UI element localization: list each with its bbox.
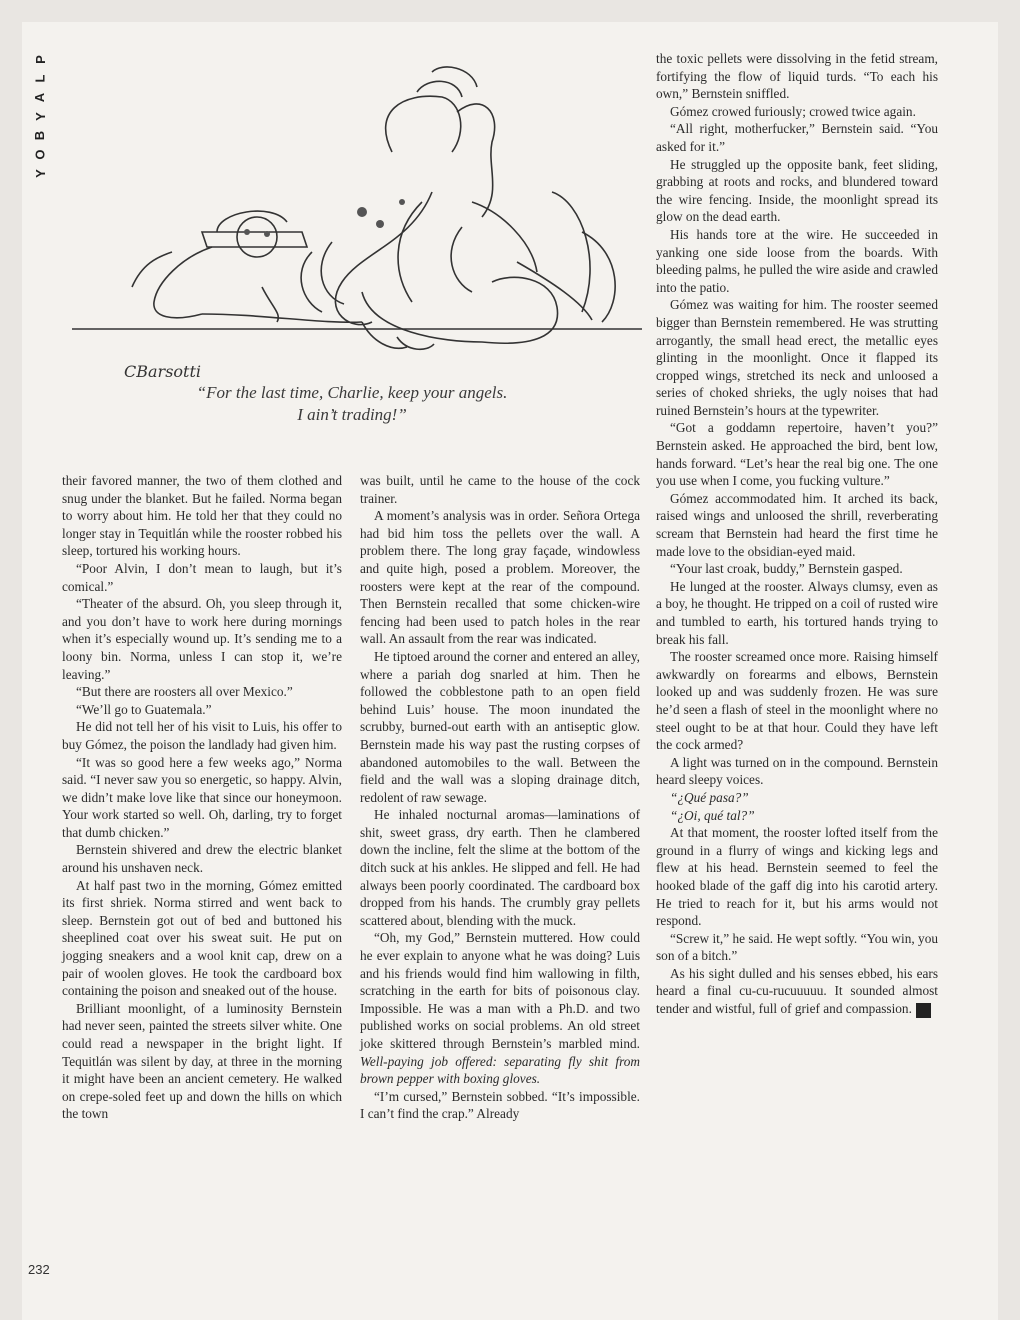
paragraph: their favored manner, the two of them clothed and snug under the blanket. But he failed. Norma began to worry about him. He told her that they could no longer stay in Tequitlán while the rooster robbed his sleep, tortured his working hours. xyxy=(62,473,342,559)
caption-line-2: I ain’t trading!” xyxy=(297,405,407,424)
caption-line-1: “For the last time, Charlie, keep your angels. xyxy=(196,383,508,402)
cartoonist-signature: CBarsotti xyxy=(124,362,202,381)
paragraph: Gómez crowed furiously; crowed twice again. xyxy=(670,103,916,119)
paragraph: “We’ll go to Guatemala.” xyxy=(76,701,212,717)
paragraph: Gómez accommodated him. It arched its back, raised wings and unloosed the shrill, reverberating scream that Bernstein had heard the first time he made love to the obsidian-eyed maid. xyxy=(656,490,938,559)
cartoon-caption xyxy=(122,382,582,426)
paragraph: “¿Oi, qué tal?” xyxy=(670,807,755,823)
paragraph: “Your last croak, buddy,” Bernstein gasped. xyxy=(670,561,903,577)
paragraph: “¿Qué pasa?” xyxy=(670,789,749,805)
paragraph: “But there are roosters all over Mexico.” xyxy=(76,684,293,700)
final-paragraph xyxy=(656,965,938,1018)
paragraph: Gómez was waiting for him. The rooster seemed bigger than Bernstein remembered. He was strutting arrogantly, the small head erect, the metallic eyes glinting in the moonlight. Once it flapped its cropped wings, stretched its neck and unloosed a series of choked shrieks, the ugly noises that had ruined Bernstein’s hours at the typewriter. xyxy=(656,297,938,418)
paragraph: Bernstein shivered and drew the electric blanket around his unshaven neck. xyxy=(62,842,342,876)
rabbit-end-mark-icon: ♦ xyxy=(916,1003,931,1018)
page-number: 232 xyxy=(28,1262,50,1277)
paragraph-text: As his sight dulled and his senses ebbed, his ears heard a final cu-cu-rucuuuuu. It sounded almost tender and wistful, full of grief and compassion. xyxy=(656,965,938,1017)
paragraph: the toxic pellets were dissolving in the fetid stream, fortifying the flow of liquid turds. “To each his own,” Bernstein sniffled. xyxy=(656,51,938,102)
paragraph: He lunged at the rooster. Always clumsy, even as a boy, he thought. He tripped on a coil of rusted wire and tumbled to earth, his tortured hands trying to break his fall. xyxy=(656,578,938,647)
paragraph-text: “Oh, my God,” Bernstein muttered. How could he ever explain to anyone what he was doing? Luis and his friends would find him wallowing in filth, scratching in the earth for bits of poisonous clay. Impossible. He was a man with a Ph.D. and two published works on social problems. An old street joke skittered through Bernstein’s marbled mind. xyxy=(360,930,640,1051)
masthead-letter: Y xyxy=(32,169,48,178)
paragraph: “I’m cursed,” Bernstein sobbed. “It’s impossible. I can’t find the crap.” Already xyxy=(360,1088,640,1122)
magazine-page xyxy=(22,22,998,1320)
paragraph: “All right, motherfucker,” Bernstein said. “You asked for it.” xyxy=(656,121,938,154)
paragraph: His hands tore at the wire. He succeeded in yanking one side loose from the boards. With bleeding palms, he pulled the wire aside and crawled into the patio. xyxy=(656,226,938,295)
italic-joke: Well-paying job offered: separating fly shit from brown pepper with boxing gloves. xyxy=(360,1053,640,1087)
paragraph: “Got a goddamn repertoire, haven’t you?” Bernstein asked. He approached the bird, bent low, hands forward. “Let’s hear the real big one. The one you use when I come, you fucking vulture.” xyxy=(656,420,938,489)
masthead-letter: O xyxy=(32,149,48,160)
masthead-letter: A xyxy=(32,92,48,103)
paragraph-with-joke xyxy=(360,929,640,1087)
paragraph: He tiptoed around the corner and entered an alley, where a pariah dog snarled at him. Then he followed the cobblestone path to an open field behind Luis’ house. The moon inundated the scrubby, burned-out earth with an antiseptic glow. Bernstein made his way past the rusting corpses of abandoned automobiles to the wall. Between the field and the wall was a sloping drainage ditch, redolent of raw sewage. xyxy=(360,648,640,805)
paragraph: was built, until he came to the house of the cock trainer. xyxy=(360,473,640,506)
paragraph: The rooster screamed once more. Raising himself awkwardly on forearms and elbows, Bernstein looked up and was suddenly frozen. He was sure he’d seen a flash of steel in the moonlight where no steel ought to be at that hour. Could they have left the cock armed? xyxy=(656,649,938,753)
paragraph: He struggled up the opposite bank, feet sliding, grabbing at roots and rocks, and blundered toward the wire fencing. Inside, the moonlight spread its glow on the dead earth. xyxy=(656,156,938,225)
masthead-letter: B xyxy=(32,130,48,141)
masthead-letter: P xyxy=(32,55,48,64)
masthead-letter: L xyxy=(32,74,48,83)
paragraph: At half past two in the morning, Gómez emitted its first shriek. Norma stirred and went back to sleep. Bernstein got out of bed and buttoned his sheeplined coat over his sweat suit. He put on jogging sneakers and a wool knit cap, drew on a pair of woolen gloves. He took the cardboard box containing the poison and sneaked out of the house. xyxy=(62,877,342,999)
text-column-1 xyxy=(62,472,342,1123)
paragraph: He did not tell her of his visit to Luis, his offer to buy Gómez, the poison the landlady had given him. xyxy=(62,719,342,752)
masthead-letter: Y xyxy=(32,112,48,121)
paragraph: “Screw it,” he said. He wept softly. “You win, you son of a bitch.” xyxy=(656,930,938,964)
paragraph: Brilliant moonlight, of a luminosity Bernstein had never seen, painted the streets silver white. One could read a newspaper in the bright light. If Tequitlán was silent by day, at three in the morning it might have been an ancient cemetery. He walked on crepe-soled feet up and down the hills on which the town xyxy=(62,1000,342,1122)
cartoon-illustration xyxy=(62,52,662,392)
paragraph: “Poor Alvin, I don’t mean to laugh, but it’s comical.” xyxy=(62,560,342,594)
paragraph: A light was turned on in the compound. Bernstein heard sleepy voices. xyxy=(656,754,938,788)
text-column-3 xyxy=(656,50,938,1018)
paragraph: “It was so good here a few weeks ago,” Norma said. “I never saw you so energetic, so happy. Alvin, we didn’t make love like that since our honeymoon. Your work started so well. Oh, darling, try to forget that dumb chicken.” xyxy=(62,754,342,840)
paragraph: He inhaled nocturnal aromas—laminations of shit, sweet grass, dry earth. Then he clambered down the incline, felt the slime at the bottom of the ditch suck at his ankles. He slipped and fell. He had always been poorly coordinated. The cardboard box dropped from his hands. The crumbly gray pellets scattered about, blending with the muck. xyxy=(360,807,640,928)
text-column-2 xyxy=(360,472,640,1123)
paragraph: At that moment, the rooster lofted itself from the ground in a flurry of wings and kicking legs and flew at his head. Bernstein seemed to feel the hooked blade of the gaff dig into his carotid artery. He tried to reach for it, but his arms would not respond. xyxy=(656,825,938,929)
paragraph: A moment’s analysis was in order. Señora Ortega had bid him toss the pellets over the wall. A problem there. The long gray façade, windowless and quite high, posed a problem. Moreover, the roosters were kept at the rear of the compound. Then Bernstein recalled that some chicken-wire fencing had been used to patch holes in the rear wall. An assault from the rear was indicated. xyxy=(360,508,640,647)
paragraph: “Theater of the absurd. Oh, you sleep through it, and you don’t have to work here during mornings when it’s especially wound up. It’s sending me to a loony bin. Norma, unless I can stop it, we’re leaving.” xyxy=(62,596,342,682)
masthead xyxy=(30,50,50,183)
